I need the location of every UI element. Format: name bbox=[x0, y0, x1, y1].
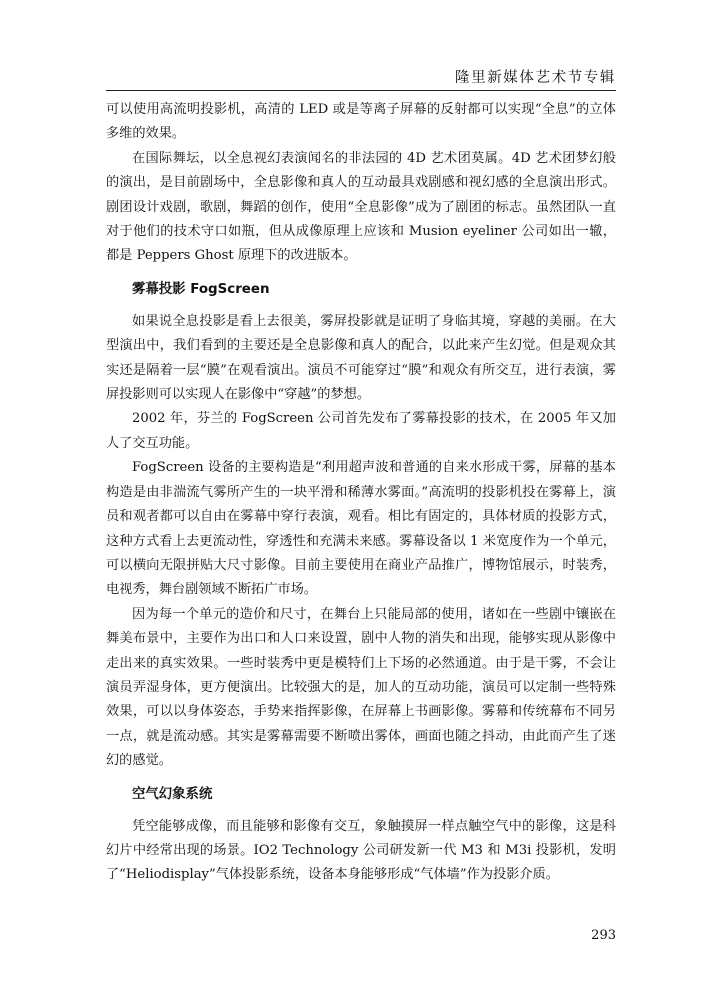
page-header bbox=[106, 60, 616, 91]
running-header-title: 隆里新媒体艺术节专辑 bbox=[455, 70, 616, 86]
section-heading-fogscreen: 雾幕投影 FogScreen bbox=[132, 281, 270, 297]
paragraph: 在国际舞坛，以全息视幻表演闻名的非法园的 4D 艺术团莫属。4D 艺术团梦幻般的演出，是目前剧场中，全息影像和真人的互动最具戏剧感和视幻感的全息演出形式。剧团设计戏剧，歌剧，舞蹈的创作，使用“全息影像”成为了剧团的标志。虽然团队一直对于他们的技术守口如瓶，但从成像原理上应该和 Musion eyeliner 公司如出一辙，都是 Peppers Ghost 原理下的改进版本。 bbox=[106, 150, 616, 264]
section-heading-air-illusion: 空气幻象系统 bbox=[132, 786, 213, 802]
paragraph: 可以使用高流明投影机，高清的 LED 或是等离子屏幕的反射都可以实现“全息”的立体多维的效果。 bbox=[106, 102, 616, 142]
paragraph: 凭空能够成像，而且能够和影像有交互，象触摸屏一样点触空气中的影像，这是科幻片中经常出现的场景。IO2 Technology 公司研发新一代 M3 和 M3i 投影机，发明了“Heliodisplay”气体投影系统，设备本身能够形成“气体墙”作为投影介质。 bbox=[106, 818, 616, 883]
page-number: 293 bbox=[591, 928, 616, 943]
paragraph: FogScreen 设备的主要构造是“利用超声波和普通的自来水形成干雾，屏幕的基本构造是由非湍流气雾所产生的一块平滑和稀薄水雾面。”高流明的投影机投在雾幕上，演员和观者都可以自由在雾幕中穿行表演，观看。相比有固定的，具体材质的投影方式，这种方式看上去更流动性，穿透性和充满未来感。雾幕设备以 1 米宽度作为一个单元，可以横向无限拼贴大尺寸影像。目前主要使用在商业产品推广，博物馆展示，时装秀，电视秀，舞台剧领域不断拓广市场。 bbox=[106, 460, 616, 598]
paragraph: 2002 年，芬兰的 FogScreen 公司首先发布了雾幕投影的技术，在 2005 年又加人了交互功能。 bbox=[106, 411, 616, 451]
page-body bbox=[106, 98, 616, 888]
paragraph: 因为每一个单元的造价和尺寸，在舞台上只能局部的使用，诸如在一些剧中镶嵌在舞美布景中，主要作为出口和人口来设置，剧中人物的消失和出现，能够实现从影像中走出来的真实效果。一些时装秀中更是模特们上下场的必然通道。由于是干雾，不会让演员弄湿身体，更方便演出。比较强大的是，加人的互动功能，演员可以定制一些特殊效果，可以以身体姿态，手势来指挥影像，在屏幕上书画影像。雾幕和传统幕布不同另一点，就是流动感。其实是雾幕需要不断喷出雾体，画面也随之抖动，由此而产生了迷幻的感觉。 bbox=[106, 606, 616, 769]
paragraph: 如果说全息投影是看上去很美，雾屏投影就是证明了身临其境，穿越的美丽。在大型演出中，我们看到的主要还是全息影像和真人的配合，以此来产生幻觉。但是观众其实还是隔着一层“膜”在观看演出。演员不可能穿过“膜”和观众有所交互，进行表演，雾屏投影则可以实现人在影像中“穿越”的梦想。 bbox=[106, 313, 616, 403]
